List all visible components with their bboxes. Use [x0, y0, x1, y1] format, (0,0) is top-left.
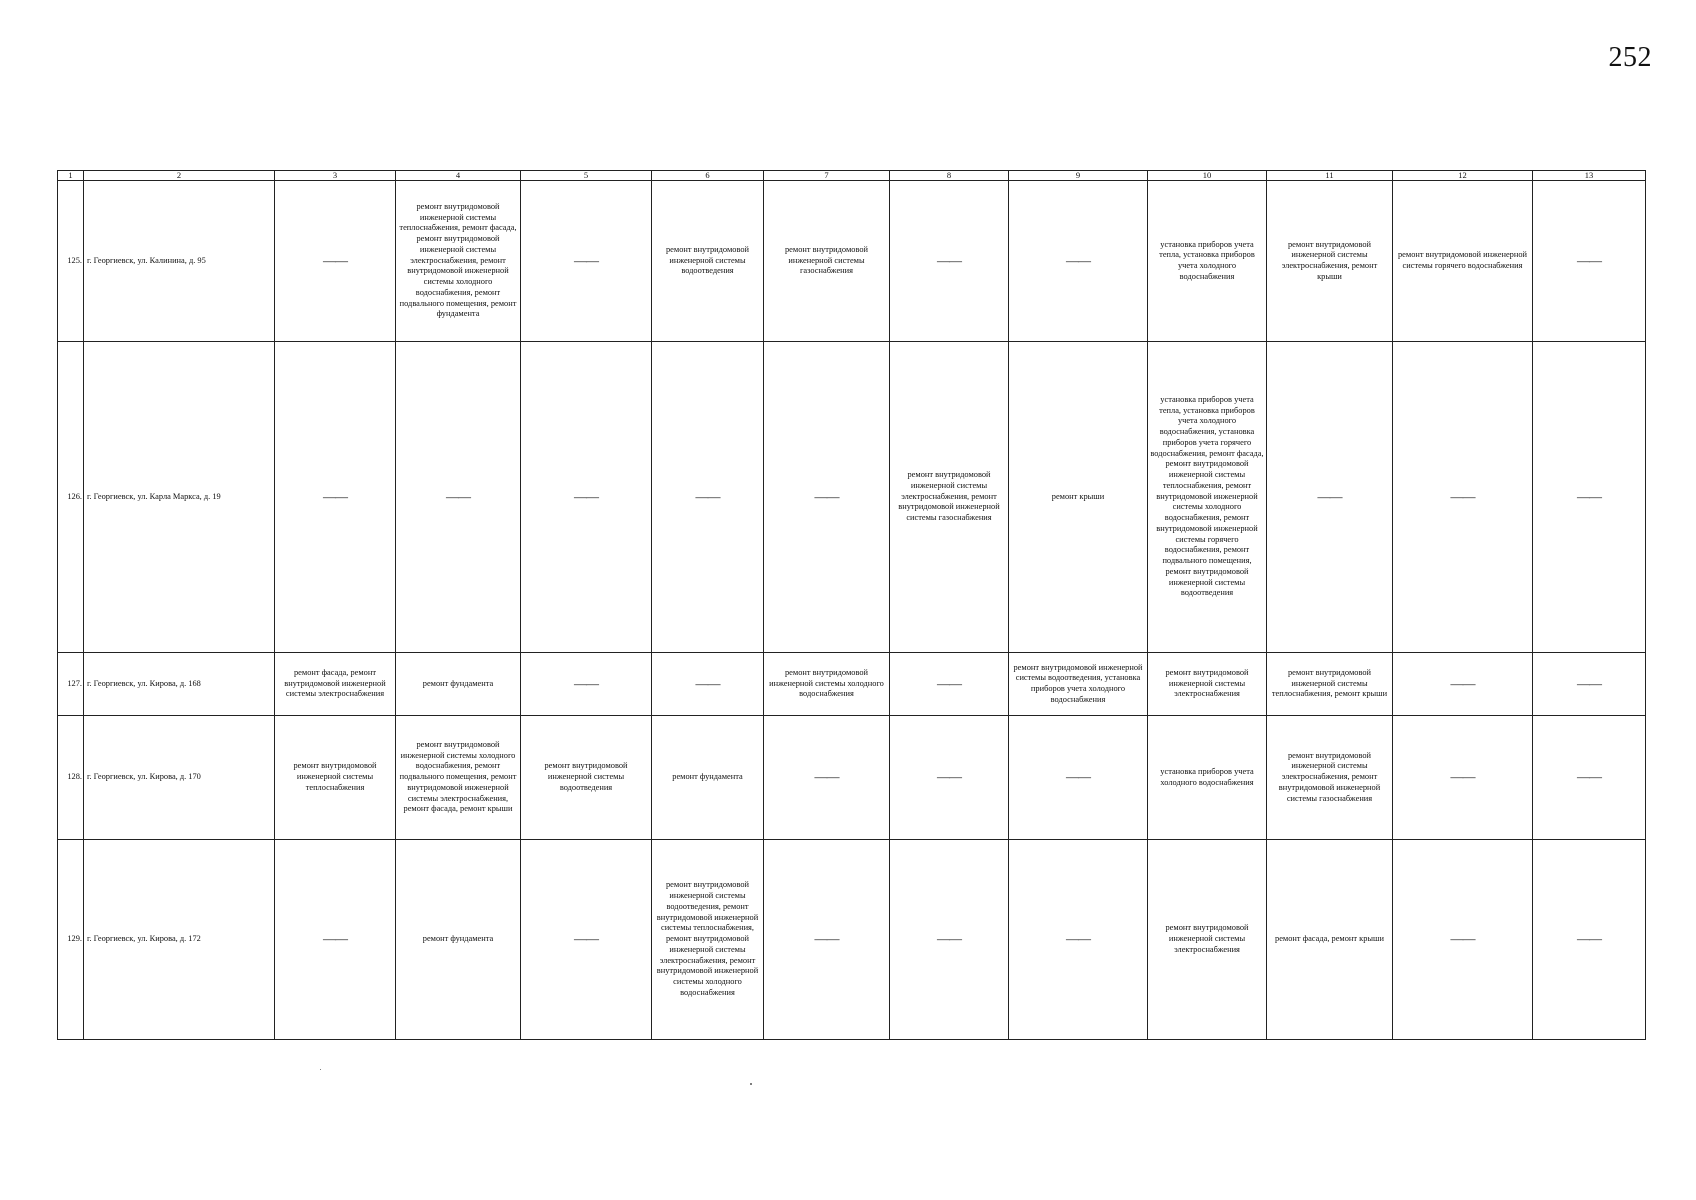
dash-mark: —— [323, 931, 347, 947]
empty-dash-cell [1009, 716, 1148, 840]
work-type-cell: ремонт внутридомовой инженерной системы электроснабжения [1148, 653, 1267, 716]
dash-mark: —— [695, 488, 720, 504]
table-row [58, 342, 1646, 653]
work-type-cell: ремонт внутридомовой инженерной системы холодного водоснабжения, ремонт подвального помещения, ремонт внутридомовой инженерной системы электроснабжения, ремонт фасада, ремонт крыши [396, 716, 521, 840]
dash-mark: —— [574, 931, 598, 947]
table-row [58, 653, 1646, 716]
table-row [58, 716, 1646, 840]
work-type-cell: ремонт фундамента [396, 653, 521, 716]
empty-dash-cell [1393, 840, 1533, 1040]
empty-dash-cell [1009, 840, 1148, 1040]
dash-mark: —— [574, 675, 598, 691]
dash-mark: —— [937, 769, 961, 785]
empty-dash-cell [521, 342, 652, 653]
dash-mark: —— [937, 675, 961, 691]
page-number: 252 [1608, 42, 1652, 73]
dash-mark: —— [1066, 252, 1090, 268]
work-type-cell: ремонт внутридомовой инженерной системы теплоснабжения, ремонт крыши [1267, 653, 1393, 716]
row-number: 128. [58, 716, 84, 840]
empty-dash-cell [1533, 181, 1646, 342]
dash-mark: —— [574, 252, 598, 268]
column-number-3: 3 [275, 171, 396, 181]
work-type-cell: ремонт фасада, ремонт крыши [1267, 840, 1393, 1040]
empty-dash-cell [890, 840, 1009, 1040]
empty-dash-cell [1393, 716, 1533, 840]
work-type-cell: ремонт фундамента [396, 840, 521, 1040]
dash-mark: —— [323, 488, 347, 504]
work-type-cell: ремонт внутридомовой инженерной системы теплоснабжения, ремонт фасада, ремонт внутридомовой инженерной системы электроснабжения, ремонт внутридомовой инженерной системы холодного водоснабжения, ремонт подвального помещения, ремонт фундамента [396, 181, 521, 342]
empty-dash-cell [1009, 181, 1148, 342]
empty-dash-cell [521, 181, 652, 342]
dash-mark: —— [574, 488, 598, 504]
dash-mark: —— [1577, 675, 1601, 691]
column-number-2: 2 [84, 171, 275, 181]
empty-dash-cell [275, 342, 396, 653]
dash-mark: —— [937, 931, 961, 947]
row-number: 125. [58, 181, 84, 342]
empty-dash-cell [890, 653, 1009, 716]
work-type-cell: ремонт внутридомовой инженерной системы электроснабжения, ремонт крыши [1267, 181, 1393, 342]
column-number-10: 10 [1148, 171, 1267, 181]
column-number-1: 1 [58, 171, 84, 181]
column-number-5: 5 [521, 171, 652, 181]
dash-mark: —— [1066, 931, 1090, 947]
scan-speck [320, 1069, 321, 1070]
column-number-9: 9 [1009, 171, 1148, 181]
column-number-13: 13 [1533, 171, 1646, 181]
empty-dash-cell [890, 181, 1009, 342]
scan-speck [750, 1083, 752, 1085]
work-type-cell: установка приборов учета холодного водоснабжения [1148, 716, 1267, 840]
empty-dash-cell [275, 840, 396, 1040]
dash-mark: —— [814, 931, 839, 947]
empty-dash-cell [521, 840, 652, 1040]
work-type-cell: ремонт внутридомовой инженерной системы электроснабжения [1148, 840, 1267, 1040]
work-type-cell: ремонт внутридомовой инженерной системы электроснабжения, ремонт внутридомовой инженерной системы газоснабжения [890, 342, 1009, 653]
empty-dash-cell [764, 342, 890, 653]
work-type-cell: ремонт внутридомовой инженерной системы газоснабжения [764, 181, 890, 342]
dash-mark: —— [814, 488, 839, 504]
work-type-cell: ремонт фундамента [652, 716, 764, 840]
work-type-cell: ремонт внутридомовой инженерной системы водоотведения [521, 716, 652, 840]
empty-dash-cell [1533, 342, 1646, 653]
work-type-cell: ремонт внутридомовой инженерной системы водоотведения, ремонт внутридомовой инженерной системы теплоснабжения, ремонт внутридомовой инженерной системы электроснабжения, ремонт внутридомовой инженерной системы холодного водоснабжения [652, 840, 764, 1040]
column-number-7: 7 [764, 171, 890, 181]
work-type-cell: ремонт внутридомовой инженерной системы теплоснабжения [275, 716, 396, 840]
work-type-cell: ремонт внутридомовой инженерной системы водоотведения [652, 181, 764, 342]
dash-mark: —— [1450, 488, 1475, 504]
row-number: 126. [58, 342, 84, 653]
dash-mark: —— [1577, 252, 1601, 268]
work-type-cell: установка приборов учета тепла, установка приборов учета холодного водоснабжения, установка приборов учета горячего водоснабжения, ремонт фасада, ремонт внутридомовой инженерной системы теплоснабжения, ремонт внутридомовой инженерной системы холодного водоснабжения, ремонт внутридомовой инженерной системы горячего водоснабжения, ремонт подвального помещения, ремонт внутридомовой инженерной системы водоотведения [1148, 342, 1267, 653]
column-number-8: 8 [890, 171, 1009, 181]
empty-dash-cell [764, 716, 890, 840]
column-number-4: 4 [396, 171, 521, 181]
empty-dash-cell [396, 342, 521, 653]
dash-mark: —— [1066, 769, 1090, 785]
dash-mark: —— [1577, 488, 1601, 504]
table-body [58, 181, 1646, 1040]
column-number-12: 12 [1393, 171, 1533, 181]
address-cell: г. Георгиевск, ул. Калинина, д. 95 [84, 181, 275, 342]
dash-mark: —— [695, 675, 720, 691]
work-type-cell: установка приборов учета тепла, установка приборов учета холодного водоснабжения [1148, 181, 1267, 342]
work-type-cell: ремонт внутридомовой инженерной системы холодного водоснабжения [764, 653, 890, 716]
work-type-cell: ремонт фасада, ремонт внутридомовой инженерной системы электроснабжения [275, 653, 396, 716]
address-cell: г. Георгиевск, ул. Карла Маркса, д. 19 [84, 342, 275, 653]
address-cell: г. Георгиевск, ул. Кирова, д. 168 [84, 653, 275, 716]
work-type-cell: ремонт внутридомовой инженерной системы водоотведения, установка приборов учета холодного водоснабжения [1009, 653, 1148, 716]
dash-mark: —— [937, 252, 961, 268]
work-type-cell: ремонт внутридомовой инженерной системы электроснабжения, ремонт внутридомовой инженерной системы газоснабжения [1267, 716, 1393, 840]
empty-dash-cell [764, 840, 890, 1040]
address-cell: г. Георгиевск, ул. Кирова, д. 172 [84, 840, 275, 1040]
dash-mark: —— [1577, 931, 1601, 947]
empty-dash-cell [1533, 716, 1646, 840]
dash-mark: —— [814, 769, 839, 785]
column-number-11: 11 [1267, 171, 1393, 181]
address-cell: г. Георгиевск, ул. Кирова, д. 170 [84, 716, 275, 840]
dash-mark: —— [1317, 488, 1342, 504]
empty-dash-cell [1533, 653, 1646, 716]
row-number: 129. [58, 840, 84, 1040]
dash-mark: —— [323, 252, 347, 268]
work-type-cell: ремонт внутридомовой инженерной системы горячего водоснабжения [1393, 181, 1533, 342]
empty-dash-cell [890, 716, 1009, 840]
work-type-cell: ремонт крыши [1009, 342, 1148, 653]
dash-mark: —— [1450, 769, 1475, 785]
empty-dash-cell [652, 653, 764, 716]
empty-dash-cell [275, 181, 396, 342]
empty-dash-cell [1267, 342, 1393, 653]
dash-mark: —— [446, 488, 470, 504]
column-number-row [58, 171, 1646, 181]
empty-dash-cell [1393, 653, 1533, 716]
empty-dash-cell [1533, 840, 1646, 1040]
dash-mark: —— [1450, 931, 1475, 947]
empty-dash-cell [652, 342, 764, 653]
row-number: 127. [58, 653, 84, 716]
table-row [58, 181, 1646, 342]
dash-mark: —— [1577, 769, 1601, 785]
column-number-6: 6 [652, 171, 764, 181]
empty-dash-cell [1393, 342, 1533, 653]
repair-schedule-table [57, 170, 1646, 1040]
table-row [58, 840, 1646, 1040]
dash-mark: —— [1450, 675, 1475, 691]
empty-dash-cell [521, 653, 652, 716]
